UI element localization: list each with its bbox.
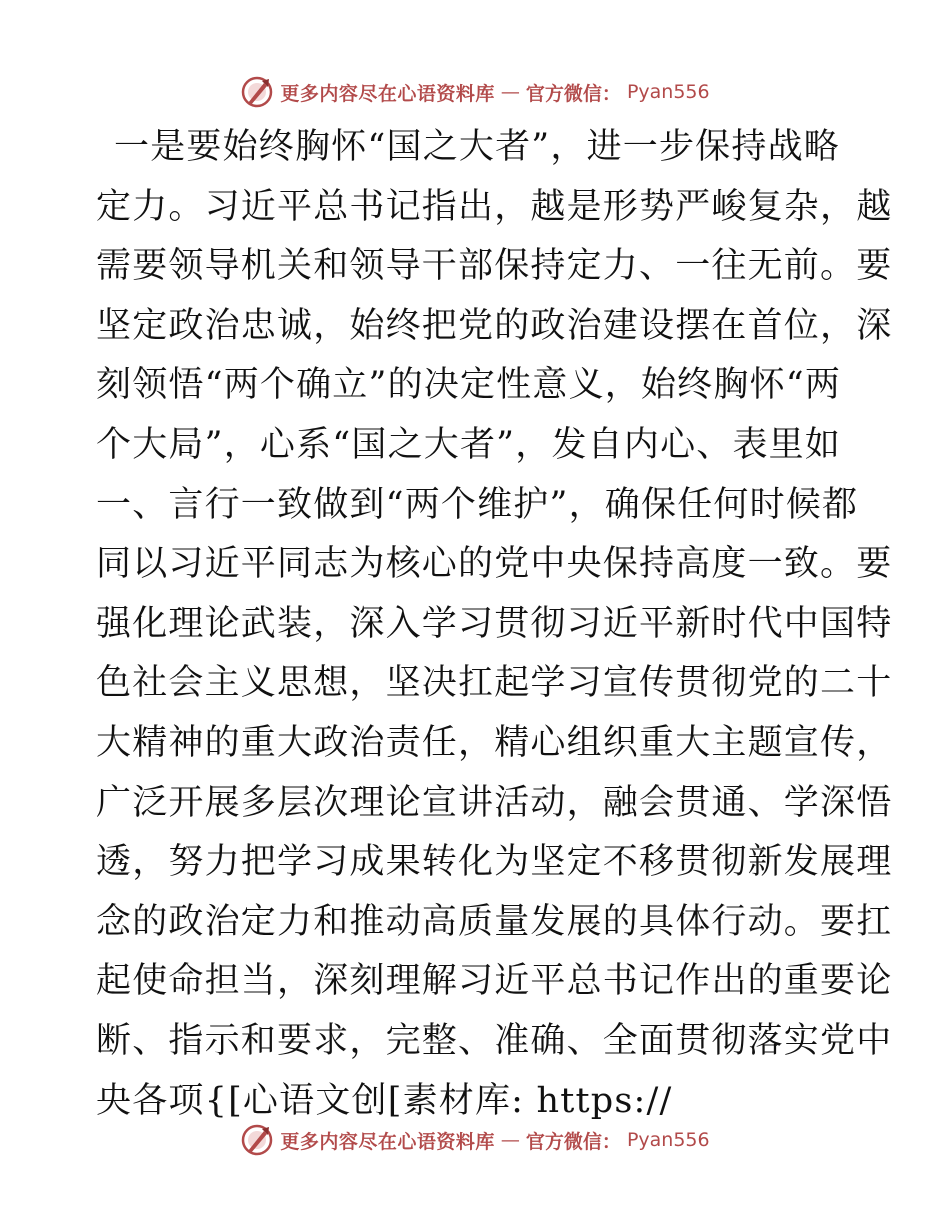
banner-dash: — xyxy=(500,1129,520,1151)
body-line: 念的政治定力和推动高质量发展的具体行动。要扛 xyxy=(96,901,893,942)
body-line: 强化理论武装，深入学习贯彻习近平新时代中国特 xyxy=(96,603,893,644)
document-body xyxy=(96,118,893,1131)
body-line: 起使命担当，深刻理解习近平总书记作出的重要论 xyxy=(96,961,893,1002)
body-line: 一是要始终胸怀“国之大者”，进一步保持战略 xyxy=(114,127,840,167)
body-line: 坚定政治忠诚，始终把党的政治建设摆在首位，深 xyxy=(96,305,893,346)
body-line: 断、指示和要求，完整、准确、全面贯彻落实党中 xyxy=(96,1020,893,1061)
quill-logo-icon xyxy=(240,1123,274,1157)
banner-main-text: 更多内容尽在心语资料库 xyxy=(280,82,495,105)
body-line: 刻领悟“两个确立”的决定性意义，始终胸怀“两 xyxy=(96,365,842,406)
body-line: 大精神的重大政治责任，精心组织重大主题宣传， xyxy=(96,722,893,763)
body-line: 个大局”，心系“国之大者”，发自内心、表里如 xyxy=(96,424,842,465)
body-line: 同以习近平同志为核心的党中央保持高度一致。要 xyxy=(96,544,893,585)
banner-main-text: 更多内容尽在心语资料库 xyxy=(280,1130,495,1153)
body-line: 定力。习近平总书记指出，越是形势严峻复杂，越 xyxy=(96,186,893,227)
body-line: 需要领导机关和领导干部保持定力、一往无前。要 xyxy=(96,246,893,287)
header-watermark-banner xyxy=(0,70,950,114)
body-line: 色社会主义思想，坚决扛起学习宣传贯彻党的二十 xyxy=(96,663,893,704)
banner-dash: — xyxy=(500,81,520,103)
banner-official-label: 官方微信： xyxy=(525,1130,621,1153)
body-line: 央各项{[心语文创[素材库: https:// xyxy=(96,1080,673,1121)
body-line: 广泛开展多层次理论宣讲活动，融会贯通、学深悟 xyxy=(96,782,893,823)
quill-logo-icon xyxy=(240,75,274,109)
banner-official-label: 官方微信： xyxy=(525,82,621,105)
banner-wechat-id: Pyan556 xyxy=(626,1129,710,1151)
footer-watermark-banner xyxy=(0,1118,950,1162)
banner-wechat-id: Pyan556 xyxy=(626,81,710,103)
body-line: 透，努力把学习成果转化为坚定不移贯彻新发展理 xyxy=(96,842,893,883)
body-line: 一、言行一致做到“两个维护”，确保任何时候都 xyxy=(96,484,859,525)
